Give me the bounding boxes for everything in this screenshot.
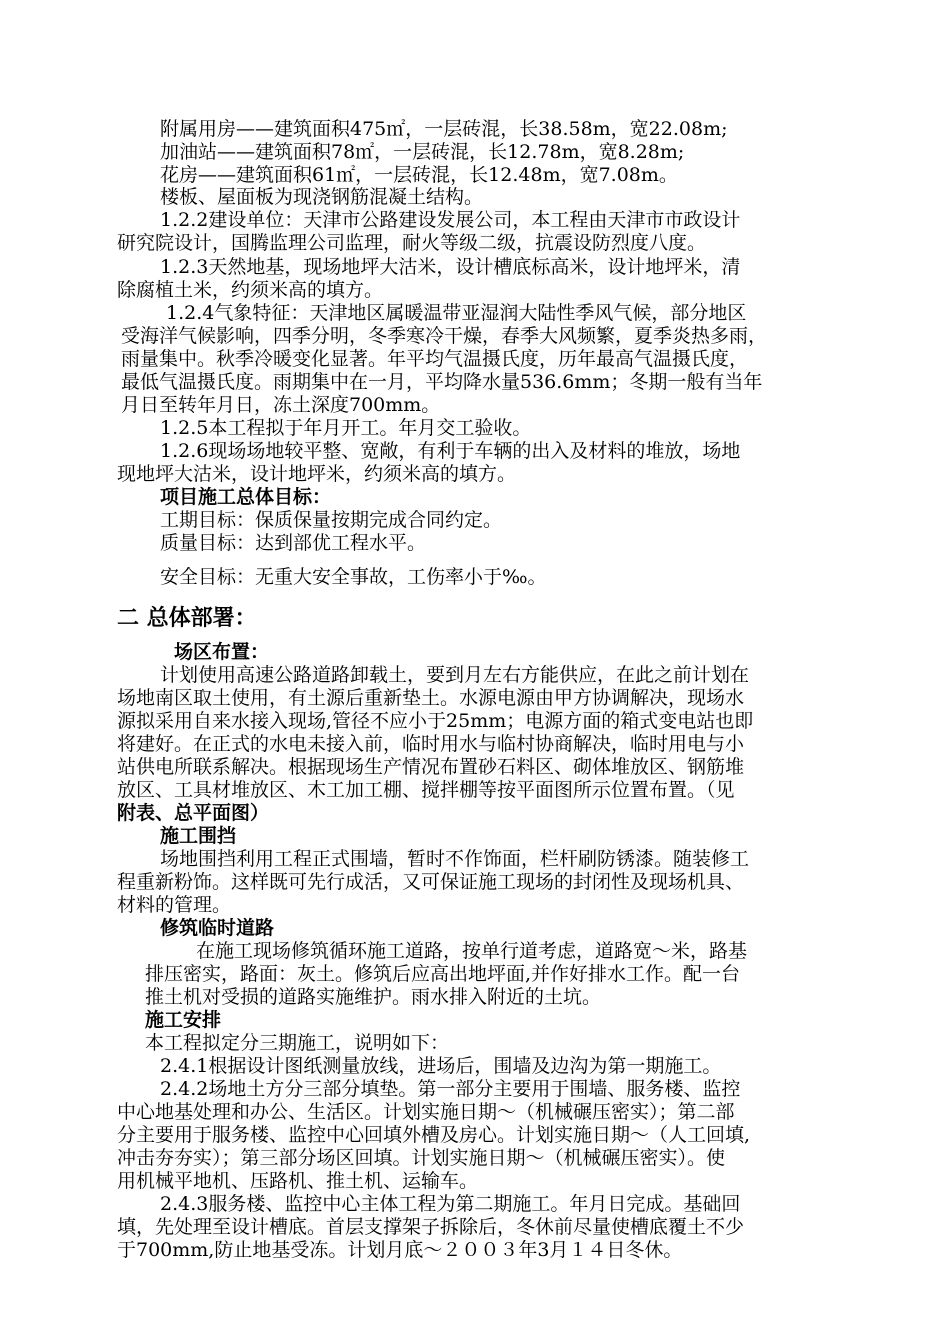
text-line: 将建好。在正式的水电未接入前，临时用水与临村协商解决，临时用电与小 <box>117 733 745 755</box>
text-line: 于700mm,防止地基受冻。计划月底～２００３年3月１４日冬休。 <box>117 1239 683 1261</box>
text-line: 附表、总平面图） <box>117 802 270 824</box>
text-line: 质量目标：达到部优工程水平。 <box>160 532 427 554</box>
text-line: 在施工现场修筑循环施工道路，按单行道考虑，道路宽～米，路基 <box>196 940 748 962</box>
text-line: 附属用房——建筑面积475㎡，一层砖混，长38.58m，宽22.08m; <box>160 118 728 140</box>
text-line: 工期目标：保质保量按期完成合同约定。 <box>160 509 503 531</box>
text-line: 1.2.3天然地基，现场地坪大沽米，设计槽底标高米，设计地坪米，清 <box>160 256 741 278</box>
text-line: 计划使用高速公路道路卸载土，要到月左右方能供应，在此之前计划在 <box>160 664 750 686</box>
text-line: 用机械平地机、压路机、推土机、运输车。 <box>117 1170 479 1192</box>
section-heading: 修筑临时道路 <box>160 917 275 939</box>
text-line: 楼板、屋面板为现浇钢筋混凝土结构。 <box>160 186 484 208</box>
text-line: 填，先处理至设计槽底。首层支撑架子拆除后，冬休前尽量使槽底覆土不少 <box>117 1216 745 1238</box>
text-line: 材料的管理。 <box>117 894 232 916</box>
text-line: 研究院设计，国腾监理公司监理，耐火等级二级，抗震设防烈度八度。 <box>117 232 707 254</box>
text-line: 1.2.4气象特征：天津地区属暖温带亚湿润大陆性季风气候，部分地区 <box>166 302 747 324</box>
text-line: 雨量集中。秋季冷暖变化显著。年平均气温摄氏度，历年最高气温摄氏度， <box>121 348 749 370</box>
text-line: 花房——建筑面积61㎡，一层砖混，长12.48m，宽7.08m。 <box>160 164 678 186</box>
text-line: 本工程拟定分三期施工，说明如下： <box>145 1032 450 1054</box>
section-heading: 施工安排 <box>145 1009 222 1031</box>
text-line: 场地围挡利用工程正式围墙，暂时不作饰面，栏杆刷防锈漆。随装修工 <box>160 848 750 870</box>
text-line: 现地坪大沽米，设计地坪米，约须米高的填方。 <box>117 463 517 485</box>
text-line: 安全目标：无重大安全事故，工伤率小于‰。 <box>160 566 547 588</box>
text-line: 1.2.2建设单位：天津市公路建设发展公司，本工程由天津市市政设计 <box>160 209 741 231</box>
text-line: 中心地基处理和办公、生活区。计划实施日期～（机械碾压密实）；第二部 <box>117 1101 735 1123</box>
text-line: 站供电所联系解决。根据现场生产情况布置砂石料区、砌体堆放区、钢筋堆 <box>117 756 745 778</box>
text-line: 冲击夯夯实）；第三部分场区回填。计划实施日期～（机械碾压密实）。使 <box>117 1147 726 1169</box>
text-line: 除腐植土米，约须米高的填方。 <box>117 279 384 301</box>
text-line: 放区、工具材堆放区、木工加工棚、搅拌棚等按平面图所示位置布置。（见 <box>117 779 735 801</box>
text-line: 加油站——建筑面积78㎡，一层砖混，长12.78m，宽8.28m; <box>160 141 685 163</box>
section-heading: 施工围挡 <box>160 825 237 847</box>
text-line: 最低气温摄氏度。雨期集中在一月，平均降水量536.6mm；冬期一般有当年 <box>121 371 763 393</box>
text-line: 源拟采用自来水接入现场,管径不应小于25mm；电源方面的箱式变电站也即 <box>117 710 754 732</box>
text-line: 月日至转年月日，冻土深度700mm。 <box>121 394 441 416</box>
text-line: 受海洋气候影响，四季分明，冬季寒冷干燥，春季大风频繁，夏季炎热多雨， <box>121 325 768 347</box>
text-line: 2.4.2场地土方分三部分填垫。第一部分主要用于围墙、服务楼、监控 <box>160 1078 741 1100</box>
text-line: 1.2.6现场场地较平整、宽敞，有利于车辆的出入及材料的堆放，场地 <box>160 440 741 462</box>
text-line: 2.4.1根据设计图纸测量放线，进场后，围墙及边沟为第一期施工。 <box>160 1055 722 1077</box>
text-line: 分主要用于服务楼、监控中心回填外槽及房心。计划实施日期～（人工回填, <box>117 1124 751 1146</box>
text-line: 场地南区取土使用，有土源后重新垫土。水源电源由甲方协调解决，现场水 <box>117 687 745 709</box>
section-heading: 场区布置： <box>174 641 270 663</box>
text-line: 程重新粉饰。这样既可先行成活，又可保证施工现场的封闭性及现场机具、 <box>117 871 745 893</box>
chapter-heading: 二 总体部署： <box>117 606 257 631</box>
text-line: 推土机对受损的道路实施维护。雨水排入附近的土坑。 <box>145 986 602 1008</box>
section-heading: 项目施工总体目标： <box>160 486 332 508</box>
text-line: 1.2.5本工程拟于年月开工。年月交工验收。 <box>160 417 532 439</box>
text-line: 排压密实，路面：灰土。修筑后应高出地坪面,并作好排水工作。配一台 <box>145 963 741 985</box>
text-line: 2.4.3服务楼、监控中心主体工程为第二期施工。年月日完成。基础回 <box>160 1193 741 1215</box>
